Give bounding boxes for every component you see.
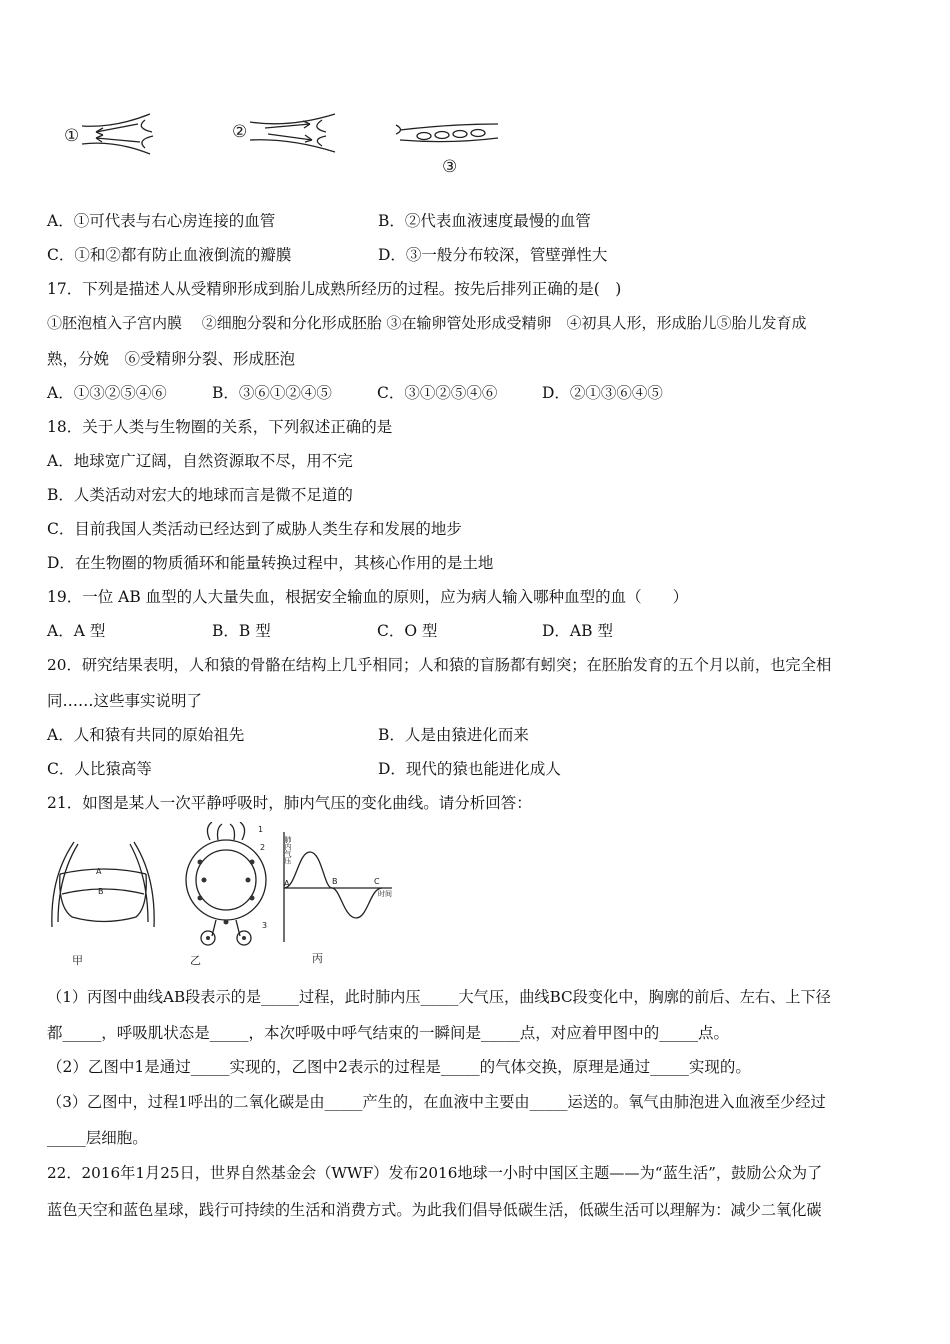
vessel-label-2: ②: [232, 122, 248, 142]
q20-stem-line2: 同……这些事实说明了: [47, 692, 203, 710]
q19-option-a: A．A 型: [47, 622, 106, 640]
q20-option-b: B．人是由猿进化而来: [378, 726, 529, 744]
q20-option-d: D．现代的猿也能进化成人: [378, 760, 561, 778]
q21-stem: 21．如图是某人一次平静呼吸时，肺内气压的变化曲线。请分析回答：: [47, 794, 532, 812]
q18-option-c: C．目前我国人类活动已经达到了威胁人类生存和发展的地步: [47, 520, 462, 538]
fig-small-b: B: [98, 887, 104, 896]
q19-option-d: D．AB 型: [542, 622, 613, 640]
q17-option-d: D．②①③⑥④⑤: [542, 384, 663, 402]
q17-option-b: B．③⑥①②④⑤: [212, 384, 332, 402]
q16-option-b: B．②代表血液速度最慢的血管: [378, 212, 591, 230]
q20-option-a: A．人和猿有共同的原始祖先: [47, 726, 245, 744]
fig-point-a: A: [284, 879, 290, 888]
q17-stem: 17．下列是描述人从受精卵形成到胎儿成熟所经历的过程。按先后排列正确的是( ): [47, 280, 622, 298]
fig-point-c: C: [374, 877, 380, 886]
fig-label-bing: 丙: [312, 952, 323, 965]
fig-ylabel: 肺内气压: [284, 836, 292, 864]
breathing-figure: [44, 822, 410, 968]
blood-vessel-figure: [60, 110, 520, 180]
q18-option-a: A．地球宽广辽阔，自然资源取不尽，用不完: [47, 452, 353, 470]
fig-mark-3: 3: [262, 921, 268, 930]
q18-option-d: D．在生物圈的物质循环和能量转换过程中，其核心作用的是土地: [47, 554, 494, 572]
q17-option-a: A．①③②⑤④⑥: [47, 384, 167, 402]
fig-label-jia: 甲: [72, 954, 83, 967]
q19-stem: 19．一位 AB 血型的人大量失血，根据安全输血的原则，应为病人输入哪种血型的血（ ）: [47, 588, 689, 606]
fig-mark-2: 2: [260, 843, 266, 852]
fig-label-yi: 乙: [190, 954, 201, 967]
q16-option-c: C．①和②都有防止血液倒流的瓣膜: [47, 246, 292, 264]
fig-point-b: B: [332, 877, 338, 886]
fig-xlabel: 时间: [378, 890, 392, 898]
q21-part3-line2: _____层细胞。: [47, 1129, 148, 1147]
vessel-label-3: ③: [442, 157, 458, 177]
fig-small-a: A: [96, 867, 102, 876]
q16-option-d: D．③一般分布较深，管壁弹性大: [378, 246, 608, 264]
q20-stem-line1: 20．研究结果表明，人和猿的骨骼在结构上几乎相同；人和猿的盲肠都有蚓突；在胚胎发育的五个月以前，也完全相: [47, 656, 832, 674]
vessel-label-1: ①: [64, 126, 80, 146]
q22-line2: 蓝色天空和蓝色星球，践行可持续的生活和消费方式。为此我们倡导低碳生活，低碳生活可以理解为：减少二氧化碳: [47, 1201, 822, 1219]
q16-option-a: A．①可代表与右心房连接的血管: [47, 212, 276, 230]
q21-part1-line1: （1）丙图中曲线AB段表示的是_____过程，此时肺内压_____大气压，曲线BC段变化中，胸廓的前后、左右、上下径: [47, 988, 831, 1006]
q18-option-b: B．人类活动对宏大的地球而言是微不足道的: [47, 486, 353, 504]
q17-option-c: C．③①②⑤④⑥: [377, 384, 498, 402]
q19-option-b: B．B 型: [212, 622, 271, 640]
q17-items-line2: 熟，分娩 ⑥受精卵分裂、形成胚泡: [47, 350, 296, 368]
q19-option-c: C．O 型: [377, 622, 438, 640]
q21-part1-line2: 都_____，呼吸肌状态是_____，本次呼吸中呼气结束的一瞬间是_____点，对应着甲图中的_____点。: [47, 1024, 730, 1042]
q20-option-c: C．人比猿高等: [47, 760, 152, 778]
q22-line1: 22．2016年1月25日，世界自然基金会（WWF）发布2016地球一小时中国区主题——为“蓝生活”，鼓励公众为了: [47, 1164, 823, 1182]
q18-stem: 18．关于人类与生物圈的关系，下列叙述正确的是: [47, 418, 393, 436]
q21-part2: （2）乙图中1是通过_____实现的，乙图中2表示的过程是_____的气体交换，原理是通过_____实现的。: [47, 1058, 751, 1076]
fig-mark-1: 1: [258, 825, 264, 834]
q21-part3-line1: （3）乙图中，过程1呼出的二氧化碳是由_____产生的，在血液中主要由_____运送的。氧气由肺泡进入血液至少经过: [47, 1093, 826, 1111]
q17-items-line1: ①胚泡植入子宫内膜 ②细胞分裂和分化形成胚胎 ③在输卵管处形成受精卵 ④初具人形，形成胎儿⑤胎儿发育成: [47, 314, 807, 332]
